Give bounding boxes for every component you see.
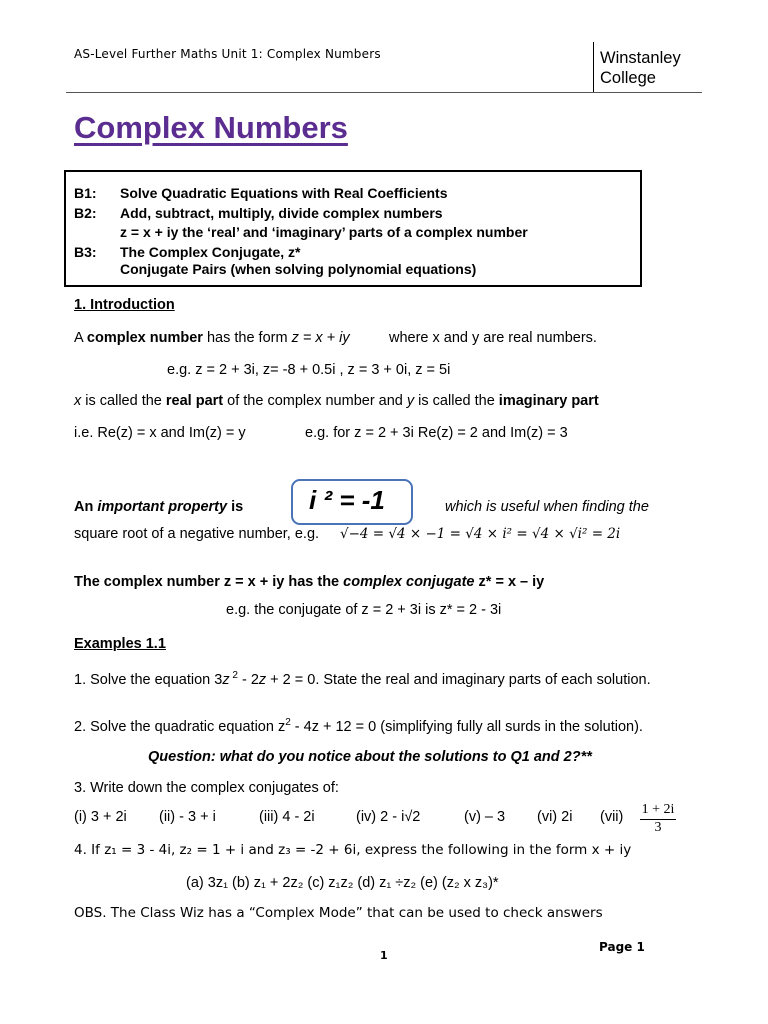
question-4-parts: (a) 3z₁ (b) z₁ + 2z₂ (c) z₁z₂ (d) z₁ ÷z₂ (e) (z₂ x z₃)* [186,875,499,891]
fraction-numerator: 1 + 2i [640,802,676,820]
q3-item-vii: (vii) [600,809,624,825]
q3-item-ii: (ii) - 3 + i [159,809,216,825]
page-title: Complex Numbers [74,110,348,145]
intro-examples: e.g. z = 2 + 3i, z= -8 + 0.5i , z = 3 + 0i, z = 5i [167,362,451,378]
i-squared-formula: i ² = -1 [309,485,385,515]
college-line-1: Winstanley [600,49,681,67]
i-squared-box [291,479,413,525]
obs-note: OBS. The Class Wiz has a “Complex Mode” that can be used to check answers [74,905,603,921]
question-4: 4. If z₁ = 3 - 4i, z₂ = 1 + i and z₃ = -2 + 6i, express the following in the form x + iy [74,842,632,858]
objective-b2-detail: z = x + iy the ‘real’ and ‘imaginary’ parts of a complex number [120,224,528,240]
objective-b2: Add, subtract, multiply, divide complex numbers [120,205,443,221]
page-label: Page 1 [599,940,645,954]
college-name [600,48,720,88]
fraction-denominator: 3 [654,820,662,835]
intro-heading: 1. Introduction [74,297,175,313]
intro-definition-tail: where x and y are real numbers. [389,330,597,346]
real-imag-parts: x is called the real part of the complex number and y is called the imaginary part [74,393,599,409]
q3-fraction [640,802,676,836]
college-line-2: College [600,69,656,87]
q3-item-iii: (iii) 4 - 2i [259,809,315,825]
property-trail: which is useful when finding the [445,499,649,515]
q3-item-i: (i) 3 + 2i [74,809,127,825]
notice-question: Question: what do you notice about the solutions to Q1 and 2?** [148,749,592,765]
objective-b3-detail: Conjugate Pairs (when solving polynomial equations) [120,261,477,277]
property-lead: An important property is [74,499,244,515]
objective-b3: The Complex Conjugate, z* [120,244,301,260]
question-1: 1. Solve the equation 3z $^2$ - 2z + 2 = 0. State the real and imaginary parts of each solution. [74,670,651,688]
examples-heading: Examples 1.1 [74,636,166,652]
question-2: 2. Solve the quadratic equation $z^2 - 4z + 12 = 0$ (simplifying fully all surds in the solution). [74,717,643,735]
q3-item-v: (v) – 3 [464,809,506,825]
objective-code-b3: B3: [74,244,97,260]
re-im-example: e.g. for z = 2 + 3i Re(z) = 2 and Im(z) = 3 [305,425,568,441]
re-im-definition: i.e. Re(z) = x and Im(z) = y [74,425,246,441]
course-header: AS-Level Further Maths Unit 1: Complex Numbers [74,47,381,61]
property-line2: square root of a negative number, e.g. [74,526,320,542]
q3-item-iv: (iv) 2 - i√2 [356,809,421,825]
page-number: 1 [380,949,388,962]
conjugate-definition: The complex number z = x + iy has the complex conjugate z* = x – iy [74,574,545,590]
question-3: 3. Write down the complex conjugates of: [74,780,339,796]
header-divider [593,42,594,92]
objective-code-b2: B2: [74,205,97,221]
objective-b1: Solve Quadratic Equations with Real Coefficients [120,185,448,201]
sqrt-example: √−4 = √4 × −1 = √4 × i² = √4 × √i² = 2i [340,526,621,542]
header-rule [66,92,702,93]
intro-definition: A complex number has the form z = x + iy [74,330,350,346]
q3-item-vi: (vi) 2i [537,809,573,825]
conjugate-example: e.g. the conjugate of z = 2 + 3i is z* = 2 - 3i [226,602,502,618]
objective-code-b1: B1: [74,185,97,201]
objectives-box [64,170,642,287]
